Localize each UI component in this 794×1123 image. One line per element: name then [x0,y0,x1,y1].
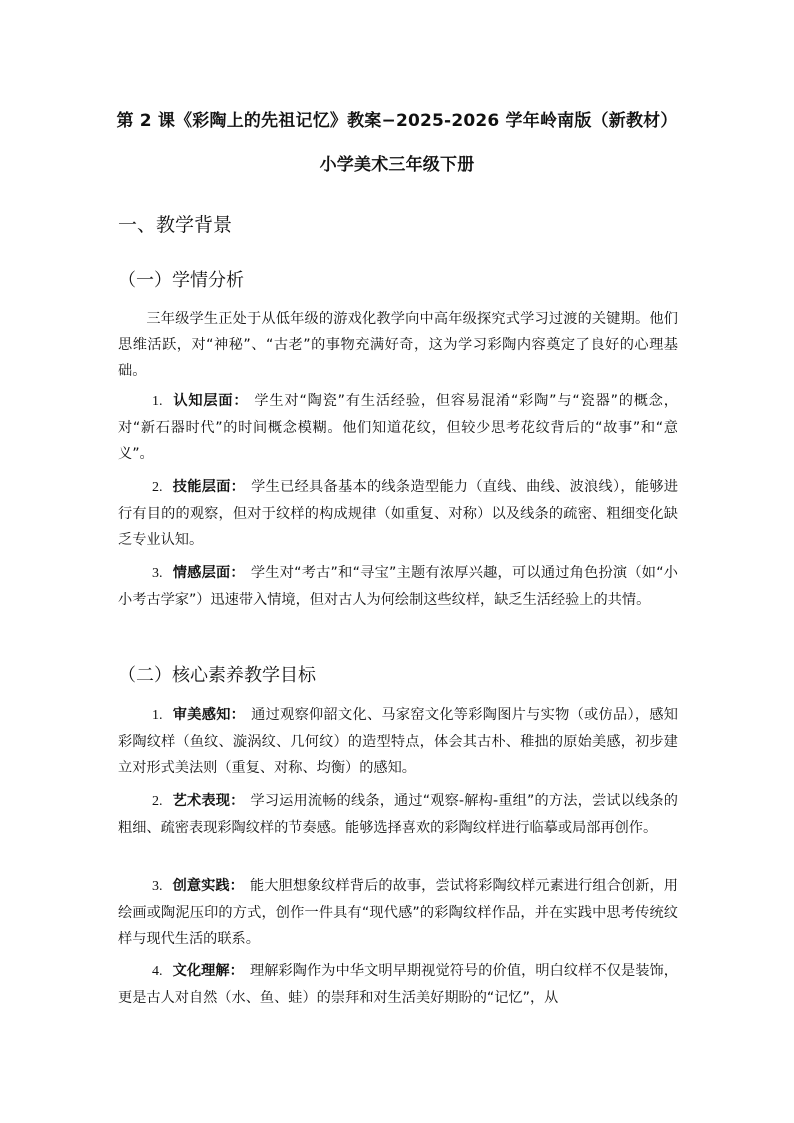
item-number: 3. [152,879,163,894]
document-title-line2: 小学美术三年级下册 [319,155,475,175]
item-number: 2. [152,794,163,809]
item-text: 通过观察仰韶文化、马家窑文化等彩陶图片与实物（或仿品），感知彩陶纹样（鱼纹、漩涡纹、几何纹）的造型特点，体会其古朴、稚拙的原始美感，初步建立对形式美法则（重复、对称、均衡）的感知。 [118,707,678,776]
list-item-skill [118,474,678,553]
item-number: 1. [152,394,163,409]
section-heading-teaching-background: 一、教学背景 [118,214,233,236]
document-title-line1: 第 2 课《彩陶上的先祖记忆》教案−2025-2026 学年岭南版（新教材） [116,111,678,131]
item-text: 能大胆想象纹样背后的故事，尝试将彩陶纹样元素进行组合创新，用绘画或陶泥压印的方式，创作一件具有“现代感”的彩陶纹样作品，并在实践中思考传统纹样与现代生活的联系。 [118,878,678,947]
list-item-cultural [118,958,678,1011]
subsection-heading-core-objectives: （二）核心素养教学目标 [118,665,316,686]
list-item-cognitive [118,388,678,467]
subsection-heading-learner-analysis: （一）学情分析 [118,270,244,291]
item-number: 1. [152,708,163,723]
item-text: 学生已经具备基本的线条造型能力（直线、曲线、波浪线），能够进行有目的的观察，但对于纹样的构成规律（如重复、对称）以及线条的疏密、粗细变化缺乏专业认知。 [118,479,678,548]
item-number: 4. [152,964,163,979]
item-text: 学生对“考古”和“寻宝”主题有浓厚兴趣，可以通过角色扮演（如“小小考古学家”）迅速带入情境，但对古人为何绘制这些纹样，缺乏生活经验上的共情。 [118,565,678,608]
item-label: 认知层面： [172,393,249,409]
item-text: 学生对“陶瓷”有生活经验，但容易混淆“彩陶”与“瓷器”的概念，对“新石器时代”的时间概念模糊。他们知道花纹，但较少思考花纹背后的“故事”和“意义”。 [118,393,678,462]
list-item-artistic [118,788,678,841]
item-label: 审美感知： [172,707,246,723]
item-text: 学习运用流畅的线条，通过“观察-解构-重组”的方法，尝试以线条的粗细、疏密表现彩陶纹样的节奏感。能够选择喜欢的彩陶纹样进行临摹或局部再创作。 [118,793,678,836]
item-label: 创意实践： [172,878,244,894]
list-item-emotion [118,560,678,613]
item-label: 艺术表现： [172,793,245,809]
item-number: 3. [152,566,163,581]
item-label: 技能层面： [172,479,246,495]
intro-paragraph: 三年级学生正处于从低年级的游戏化教学向中高年级探究式学习过渡的关键期。他们思维活跃，对“神秘”、“古老”的事物充满好奇，这为学习彩陶内容奠定了良好的心理基础。 [118,311,678,379]
item-text: 理解彩陶作为中华文明早期视觉符号的价值，明白纹样不仅是装饰，更是古人对自然（水、鱼、蛙）的崇拜和对生活美好期盼的“记忆”，从 [118,963,678,1006]
list-item-creative [118,873,678,952]
item-number: 2. [152,480,163,495]
list-item-aesthetic [118,702,678,781]
item-label: 情感层面： [172,565,245,581]
item-label: 文化理解： [172,963,244,979]
